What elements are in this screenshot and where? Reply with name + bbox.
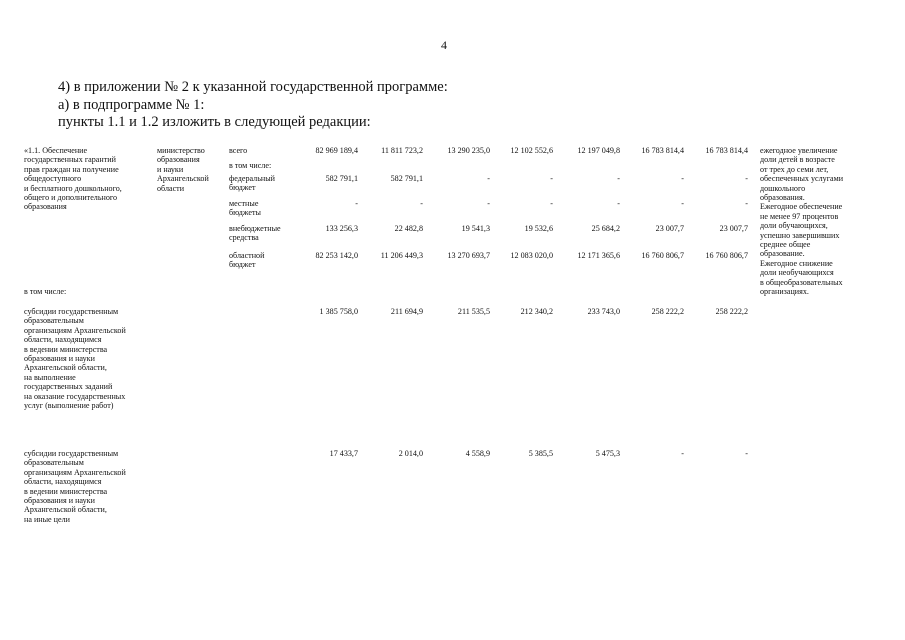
item-title: «1.1. Обеспечение государственных гарантий прав граждан на получение общедоступного и бесплатного дошкольного, общего и дополнительного образования <box>24 146 122 212</box>
value-cell: 211 535,5 <box>457 307 490 316</box>
value-cell: 582 791,1 <box>325 174 358 183</box>
value-cell: 23 007,7 <box>655 224 684 233</box>
value-cell: 12 102 552,6 <box>510 146 553 155</box>
value-cell: 22 482,8 <box>394 224 423 233</box>
intro-line-3: пункты 1.1 и 1.2 изложить в следующей редакции: <box>58 114 371 130</box>
value-cell: 17 433,7 <box>329 449 358 458</box>
including-label: в том числе: <box>24 287 67 296</box>
value-cell: 19 541,3 <box>461 224 490 233</box>
value-cell: - <box>420 199 423 208</box>
value-cell: 23 007,7 <box>719 224 748 233</box>
value-cell: - <box>355 199 358 208</box>
expected-result: ежегодное увеличение доли детей в возрасте от трех до семи лет, обеспеченных услугами дошкольного образования. Ежегодное обеспечение не менее 97 процентов доли обучающихся, успешно завершивших среднее общее образование. Ежегодное снижение доли необучающихся в общеобразовательных организациях. <box>760 146 844 297</box>
value-cell: - <box>681 174 684 183</box>
value-cell: 11 206 449,3 <box>380 251 423 260</box>
source-regional: областной бюджет <box>229 251 265 270</box>
value-cell: 2 014,0 <box>398 449 423 458</box>
value-cell: 5 475,3 <box>595 449 620 458</box>
value-cell: - <box>745 449 748 458</box>
value-cell: - <box>745 199 748 208</box>
source-local: местные бюджеты <box>229 199 261 218</box>
value-cell: 13 270 693,7 <box>447 251 490 260</box>
value-cell: 582 791,1 <box>390 174 423 183</box>
intro-line-2: а) в подпрограмме № 1: <box>58 97 205 113</box>
value-cell: - <box>487 174 490 183</box>
value-cell: 12 171 365,6 <box>577 251 620 260</box>
value-cell: 258 222,2 <box>715 307 748 316</box>
page-number: 4 <box>441 38 447 52</box>
value-cell: 19 532,6 <box>524 224 553 233</box>
value-cell: 82 253 142,0 <box>315 251 358 260</box>
value-cell: 233 743,0 <box>587 307 620 316</box>
value-cell: - <box>550 174 553 183</box>
value-cell: - <box>617 174 620 183</box>
value-cell: 1 385 758,0 <box>319 307 358 316</box>
value-cell: 13 290 235,0 <box>447 146 490 155</box>
value-cell: 12 197 049,8 <box>577 146 620 155</box>
value-cell: 12 083 020,0 <box>510 251 553 260</box>
value-cell: 16 760 806,7 <box>641 251 684 260</box>
source-including: в том числе: <box>229 161 272 170</box>
source-federal: федеральный бюджет <box>229 174 275 193</box>
value-cell: 133 256,3 <box>325 224 358 233</box>
value-cell: 16 760 806,7 <box>705 251 748 260</box>
value-cell: - <box>681 199 684 208</box>
intro-line-1: 4) в приложении № 2 к указанной государственной программе: <box>58 79 448 95</box>
source-total: всего <box>229 146 248 155</box>
subsidy-other-title: субсидии государственным образовательным организациям Архангельской области, находящимся в ведении министерства образования и науки Архангельской области, на иные цели <box>24 449 126 524</box>
value-cell: 16 783 814,4 <box>705 146 748 155</box>
value-cell: 25 684,2 <box>591 224 620 233</box>
value-cell: 16 783 814,4 <box>641 146 684 155</box>
value-cell: 211 694,9 <box>390 307 423 316</box>
value-cell: 11 811 723,2 <box>381 146 423 155</box>
value-cell: 82 969 189,4 <box>315 146 358 155</box>
value-cell: - <box>487 199 490 208</box>
value-cell: - <box>617 199 620 208</box>
source-extra: внебюджетные средства <box>229 224 281 243</box>
value-cell: - <box>550 199 553 208</box>
value-cell: - <box>745 174 748 183</box>
subsidy-tasks-title: субсидии государственным образовательным организациям Архангельской области, находящимся в ведении министерства образования и науки Архангельской области, на выполнение государственных заданий на оказание государственных услуг (выполнение работ) <box>24 307 126 411</box>
value-cell: 258 222,2 <box>651 307 684 316</box>
value-cell: 4 558,9 <box>465 449 490 458</box>
value-cell: 212 340,2 <box>520 307 553 316</box>
value-cell: 5 385,5 <box>528 449 553 458</box>
value-cell: - <box>681 449 684 458</box>
executor: министерство образования и науки Архангельской области <box>157 146 209 193</box>
